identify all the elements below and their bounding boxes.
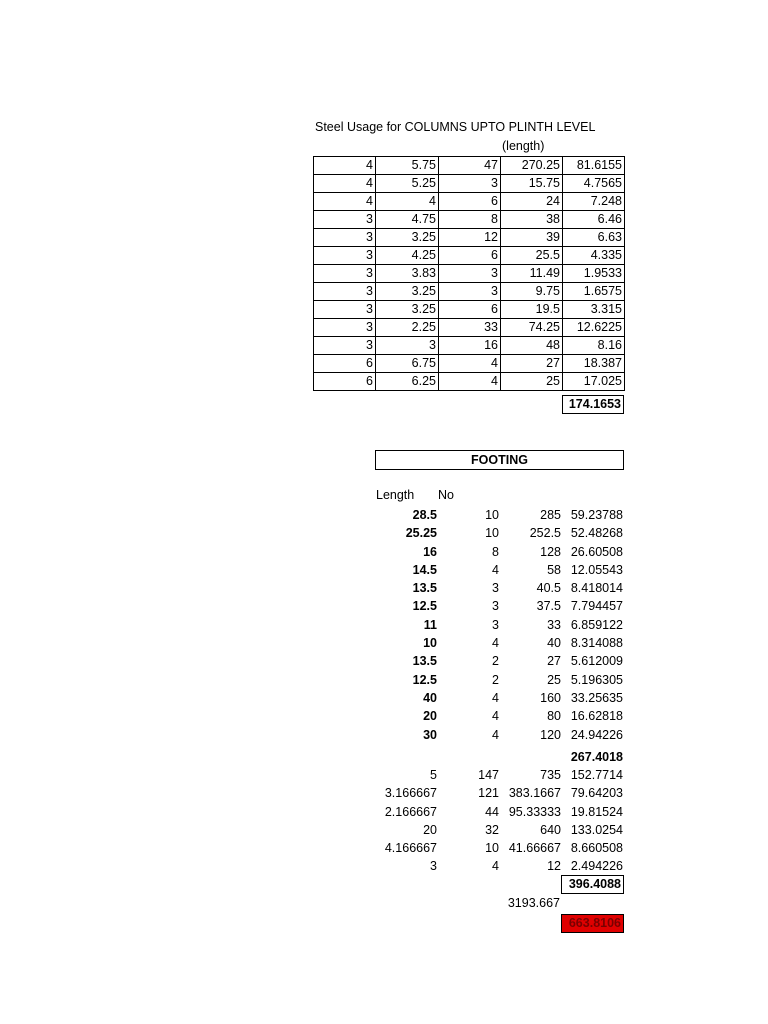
footing-cell[interactable]: 5.612009 — [570, 654, 623, 669]
footing-cell[interactable]: 33.25635 — [570, 690, 623, 705]
columns-cell[interactable]: 4.335 — [563, 247, 625, 265]
footing-cell[interactable]: 3.166667 — [384, 786, 437, 801]
columns-cell[interactable]: 3 — [314, 301, 376, 319]
columns-cell[interactable]: 4 — [314, 193, 376, 211]
columns-cell[interactable]: 1.6575 — [563, 283, 625, 301]
footing-cell[interactable]: 160 — [540, 690, 561, 705]
footing-cell[interactable]: 152.7714 — [570, 768, 623, 782]
footing-cell[interactable]: 2.166667 — [384, 804, 437, 819]
columns-row — [314, 193, 625, 211]
columns-row — [314, 247, 625, 265]
columns-cell[interactable]: 4 — [439, 373, 501, 391]
columns-cell[interactable]: 3 — [439, 283, 501, 301]
columns-cell[interactable]: 11.49 — [501, 265, 563, 283]
columns-cell[interactable]: 4 — [376, 193, 439, 211]
footing-cell[interactable]: 20 — [423, 822, 437, 837]
columns-row — [314, 211, 625, 229]
footing-label[interactable]: FOOTING — [375, 450, 624, 470]
footing-cell[interactable]: 133.0254 — [570, 822, 623, 837]
footing-cell[interactable]: 25 — [547, 672, 561, 687]
columns-total[interactable]: 174.1653 — [562, 395, 624, 414]
footing-cell[interactable]: 128 — [540, 544, 561, 559]
footing-cell[interactable]: 12.5 — [412, 599, 437, 614]
columns-cell[interactable]: 33 — [439, 319, 501, 337]
columns-cell[interactable]: 24 — [501, 193, 563, 211]
columns-cell[interactable]: 12.6225 — [563, 319, 625, 337]
footing-cell[interactable]: 59.23788 — [570, 508, 623, 522]
footing-cell[interactable]: 4 — [492, 709, 499, 724]
footing-cell[interactable]: 13.5 — [412, 581, 437, 596]
footing-cell[interactable]: 285 — [540, 508, 561, 522]
columns-cell[interactable]: 4 — [314, 157, 376, 175]
columns-cell[interactable]: 39 — [501, 229, 563, 247]
columns-cell[interactable]: 1.9533 — [563, 265, 625, 283]
footing-cell[interactable]: 32 — [485, 822, 499, 837]
columns-cell[interactable]: 38 — [501, 211, 563, 229]
footing-cell[interactable]: 24.94226 — [570, 727, 623, 742]
columns-cell[interactable]: 48 — [501, 337, 563, 355]
columns-row — [314, 283, 625, 301]
footing-cell[interactable]: 8 — [492, 544, 499, 559]
columns-cell[interactable]: 3 — [314, 247, 376, 265]
footing-cell[interactable]: 4 — [492, 636, 499, 651]
footing-cell[interactable]: 40 — [423, 690, 437, 705]
footing-cell[interactable]: 120 — [540, 727, 561, 742]
columns-cell[interactable]: 9.75 — [501, 283, 563, 301]
footing-cell[interactable]: 4 — [492, 690, 499, 705]
footing-cell[interactable]: 25.25 — [405, 526, 437, 541]
footing-cell[interactable]: 40 — [547, 636, 561, 651]
columns-cell[interactable]: 15.75 — [501, 175, 563, 193]
columns-cell[interactable]: 81.6155 — [563, 157, 625, 175]
footing-cell[interactable]: 3 — [492, 617, 499, 632]
columns-cell[interactable]: 27 — [501, 355, 563, 373]
footing-cell[interactable]: 10 — [485, 508, 499, 522]
columns-cell[interactable]: 25.5 — [501, 247, 563, 265]
footing-cell[interactable]: 640 — [540, 822, 561, 837]
footing-header-no: No — [438, 488, 454, 502]
columns-row — [314, 301, 625, 319]
columns-cell[interactable]: 3.315 — [563, 301, 625, 319]
footing-cell[interactable]: 33 — [547, 617, 561, 632]
columns-cell[interactable]: 25 — [501, 373, 563, 391]
columns-row — [314, 337, 625, 355]
columns-table — [313, 156, 625, 391]
footing-cell[interactable]: 5.196305 — [570, 672, 623, 687]
footing-cell[interactable]: 3 — [492, 599, 499, 614]
footing-cell[interactable]: 19.81524 — [570, 804, 623, 819]
columns-row — [314, 319, 625, 337]
grand-total[interactable]: 663.8106 — [561, 914, 624, 933]
footing-cell[interactable]: 8.314088 — [570, 636, 623, 651]
footing-cell[interactable]: 16.62818 — [570, 709, 623, 724]
footing-cell[interactable]: 252.5 — [529, 526, 561, 541]
footing-cell[interactable]: 10 — [485, 841, 499, 856]
columns-cell[interactable]: 3.25 — [376, 301, 439, 319]
columns-cell[interactable]: 3 — [314, 337, 376, 355]
columns-cell[interactable]: 8 — [439, 211, 501, 229]
footing-cell[interactable]: 121 — [478, 786, 499, 801]
footing-cell[interactable]: 20 — [423, 709, 437, 724]
columns-cell[interactable]: 3 — [314, 319, 376, 337]
columns-cell[interactable]: 18.387 — [563, 355, 625, 373]
columns-row — [314, 265, 625, 283]
footing-cell[interactable]: 4 — [492, 562, 499, 577]
columns-cell[interactable]: 4 — [314, 175, 376, 193]
columns-cell[interactable]: 270.25 — [501, 157, 563, 175]
columns-cell[interactable]: 47 — [439, 157, 501, 175]
footing-cell[interactable]: 30 — [423, 727, 437, 742]
columns-cell[interactable]: 6.46 — [563, 211, 625, 229]
columns-row — [314, 373, 625, 391]
columns-cell[interactable]: 74.25 — [501, 319, 563, 337]
columns-title: Steel Usage for COLUMNS UPTO PLINTH LEVEL — [315, 120, 596, 134]
footing-cell[interactable]: 8.418014 — [570, 581, 623, 596]
footing-cell[interactable]: 52.48268 — [570, 526, 623, 541]
footing-cell[interactable]: 5 — [430, 768, 437, 782]
columns-cell[interactable]: 3.25 — [376, 229, 439, 247]
footing-cell[interactable]: 735 — [540, 768, 561, 782]
columns-cell[interactable]: 5.75 — [376, 157, 439, 175]
footing-cell[interactable]: 79.64203 — [570, 786, 623, 801]
footing-total[interactable]: 396.4088 — [561, 875, 624, 894]
columns-cell[interactable]: 6 — [314, 373, 376, 391]
footing-cell[interactable]: 16 — [423, 544, 437, 559]
footing-cell[interactable]: 4 — [492, 727, 499, 742]
columns-cell[interactable]: 19.5 — [501, 301, 563, 319]
footing-cell[interactable]: 11 — [423, 617, 437, 632]
footing-cell[interactable]: 12 — [547, 859, 561, 874]
columns-row — [314, 229, 625, 247]
footing-cell[interactable]: 2.494226 — [570, 859, 623, 874]
footing-cell[interactable]: 10 — [423, 636, 437, 651]
footing-cell[interactable]: 58 — [547, 562, 561, 577]
footing-cell[interactable]: 41.66667 — [508, 841, 561, 856]
footing-total-length[interactable]: 3193.667 — [507, 896, 560, 910]
columns-cell[interactable]: 3.25 — [376, 283, 439, 301]
footing-cell[interactable]: 14.5 — [412, 562, 437, 577]
footing-cell[interactable]: 37.5 — [536, 599, 561, 614]
columns-cell[interactable]: 6 — [314, 355, 376, 373]
columns-cell[interactable]: 6.75 — [376, 355, 439, 373]
footing-cell[interactable]: 7.794457 — [570, 599, 623, 614]
columns-cell[interactable]: 4.7565 — [563, 175, 625, 193]
footing-cell[interactable]: 12.05543 — [570, 562, 623, 577]
footing-cell[interactable]: 6.859122 — [570, 617, 623, 632]
footing-cell[interactable]: 13.5 — [412, 654, 437, 669]
columns-cell[interactable]: 6.63 — [563, 229, 625, 247]
columns-cell[interactable]: 4.75 — [376, 211, 439, 229]
footing-cell[interactable]: 383.1667 — [508, 786, 561, 801]
columns-cell[interactable]: 2.25 — [376, 319, 439, 337]
columns-cell[interactable]: 3 — [314, 229, 376, 247]
footing-cell[interactable]: 8.660508 — [570, 841, 623, 856]
columns-cell[interactable]: 3 — [314, 211, 376, 229]
footing-header-length: Length — [376, 488, 415, 502]
columns-cell[interactable]: 6.25 — [376, 373, 439, 391]
columns-cell[interactable]: 3 — [314, 265, 376, 283]
footing-cell[interactable]: 27 — [547, 654, 561, 669]
footing-cell[interactable]: 3 — [492, 581, 499, 596]
footing-cell[interactable]: 80 — [547, 709, 561, 724]
footing-cell[interactable]: 4 — [492, 859, 499, 874]
footing-cell[interactable]: 4.166667 — [384, 841, 437, 856]
columns-cell[interactable]: 6 — [439, 301, 501, 319]
columns-cell[interactable]: 12 — [439, 229, 501, 247]
columns-cell[interactable]: 5.25 — [376, 175, 439, 193]
columns-cell[interactable]: 3 — [376, 337, 439, 355]
footing-cell[interactable]: 2 — [492, 672, 499, 687]
columns-cell[interactable]: 7.248 — [563, 193, 625, 211]
footing-cell[interactable]: 95.33333 — [508, 804, 561, 819]
columns-cell[interactable]: 3 — [439, 265, 501, 283]
columns-row — [314, 355, 625, 373]
columns-cell[interactable]: 4.25 — [376, 247, 439, 265]
columns-cell[interactable]: 17.025 — [563, 373, 625, 391]
footing-cell[interactable]: 2 — [492, 654, 499, 669]
footing-cell[interactable]: 44 — [485, 804, 499, 819]
columns-row — [314, 175, 625, 193]
columns-subtitle: (length) — [502, 139, 545, 153]
footing-subtotal[interactable]: 267.4018 — [570, 750, 623, 764]
footing-cell[interactable]: 28.5 — [412, 508, 437, 522]
columns-row — [314, 157, 625, 175]
columns-cell[interactable]: 6 — [439, 247, 501, 265]
footing-cell[interactable]: 3 — [430, 859, 437, 874]
footing-cell[interactable]: 10 — [485, 526, 499, 541]
columns-cell[interactable]: 3 — [314, 283, 376, 301]
columns-cell[interactable]: 6 — [439, 193, 501, 211]
footing-cell[interactable]: 26.60508 — [570, 544, 623, 559]
columns-cell[interactable]: 3.83 — [376, 265, 439, 283]
footing-cell[interactable]: 40.5 — [536, 581, 561, 596]
footing-cell[interactable]: 147 — [478, 768, 499, 782]
columns-cell[interactable]: 4 — [439, 355, 501, 373]
columns-cell[interactable]: 3 — [439, 175, 501, 193]
columns-cell[interactable]: 16 — [439, 337, 501, 355]
footing-cell[interactable]: 12.5 — [412, 672, 437, 687]
columns-cell[interactable]: 8.16 — [563, 337, 625, 355]
